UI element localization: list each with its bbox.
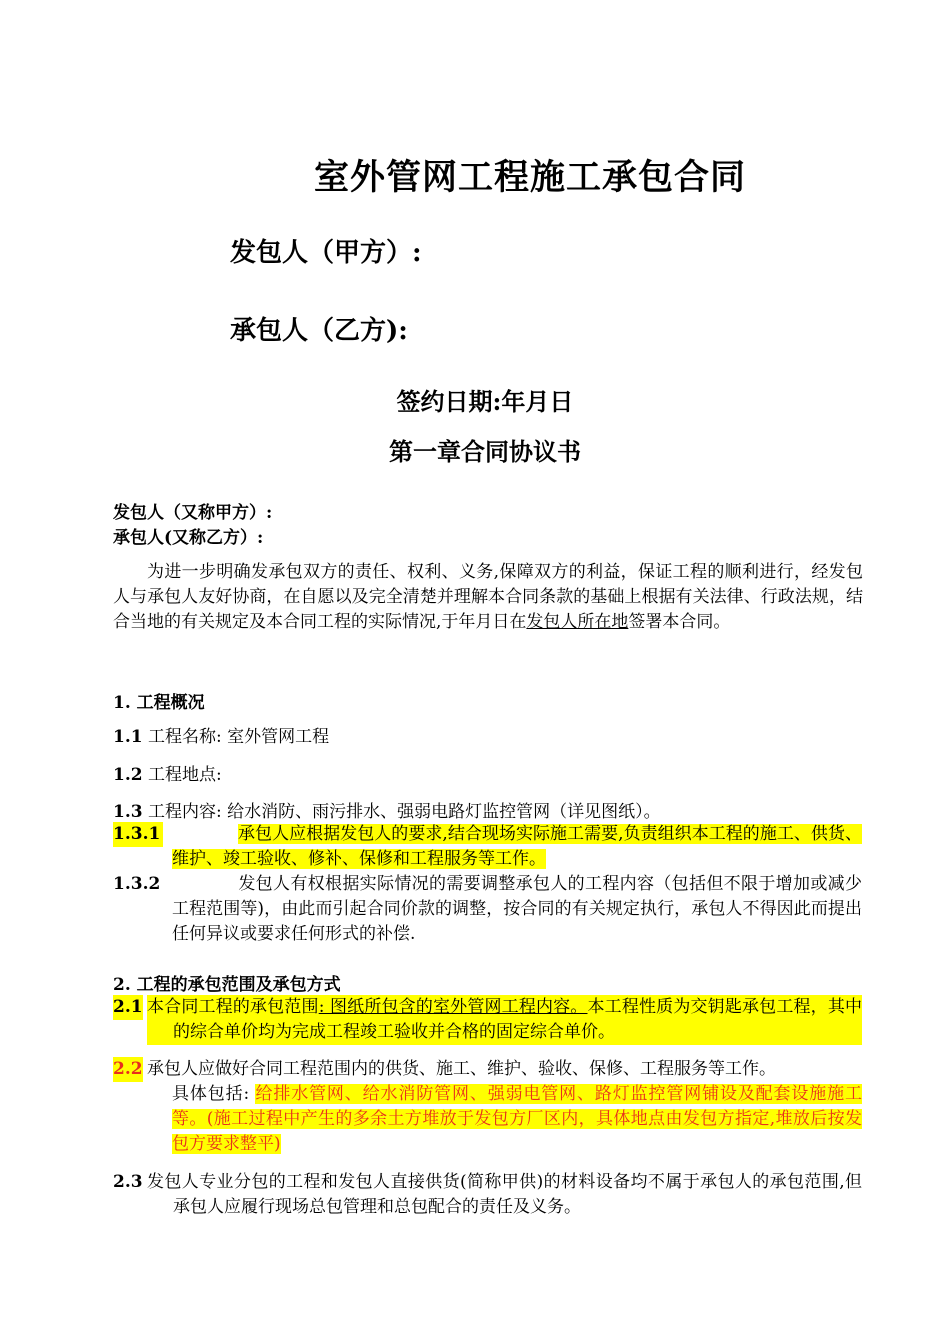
item-text-b: : 图纸所包含的室外管网工程内容。 <box>318 997 588 1017</box>
chapter-heading: 第一章合同协议书 <box>389 437 581 466</box>
item-number: 1.3 <box>113 802 143 822</box>
employer-alias: 发包人（又称甲方）: <box>113 503 273 523</box>
item-1-3-1-number: 1.3.1 <box>113 822 163 847</box>
item-2-2-number: 2.2 <box>113 1057 143 1082</box>
sign-date: 签约日期:年月日 <box>396 387 574 416</box>
item-2-2 <box>147 1057 862 1082</box>
item-2-2-detail <box>172 1082 862 1157</box>
employer-label: 发包人（甲方）: <box>230 238 422 268</box>
section-2-heading: 2. 工程的承包范围及承包方式 <box>113 975 341 995</box>
contractor-label: 承包人（乙方): <box>230 316 408 346</box>
contract-title: 室外管网工程施工承包合同 <box>313 157 746 198</box>
item-1-1 <box>113 722 329 747</box>
item-1-3-2-number: 1.3.2 <box>113 874 161 894</box>
contractor-alias: 承包人(又称乙方）: <box>113 528 264 548</box>
item-text-b: 具体包括: <box>172 1084 250 1104</box>
intro-text-b: 签署本合同。 <box>628 612 731 632</box>
item-2-3-number: 2.3 <box>113 1172 143 1192</box>
item-text: 发包人专业分包的工程和发包人直接供货(简称甲供)的材料设备均不属于承包人的承包范围,但承包人应履行现场总包管理和总包配合的责任及义务。 <box>147 1172 862 1217</box>
item-number: 1.2 <box>113 765 143 785</box>
item-text-c: 给排水管网、给水消防管网、强弱电管网、路灯监控管网铺设及配套设施施工等。(施工过程中产生的多余土方堆放于发包方厂区内，具体地点由发包方指定,堆放后按发包方要求整平) <box>172 1084 863 1154</box>
intro-place: 发包人所在地 <box>526 612 629 632</box>
item-2-1-number: 2.1 <box>113 995 143 1020</box>
item-1-2 <box>113 760 222 785</box>
item-text-a: 本合同工程的承包范围 <box>147 997 319 1017</box>
item-text-a: 承包人应做好合同工程范围内的供货、施工、维护、验收、保修、工程服务等工作。 <box>147 1059 776 1079</box>
item-text: 承包人应根据发包人的要求,结合现场实际施工需要,负责组织本工程的施工、供货、维护、竣工验收、修补、保修和工程服务等工作。 <box>172 824 862 869</box>
item-text: 工程内容: 给水消防、雨污排水、强弱电路灯监控管网（详见图纸）。 <box>147 802 661 822</box>
item-text: 发包人有权根据实际情况的需要调整承包人的工程内容（包括但不限于增加或减少工程范围等)，由此而引起合同价款的调整，按合同的有关规定执行，承包人不得因此而提出任何异议或要求任何形式的补偿. <box>172 874 862 944</box>
item-2-3 <box>147 1170 862 1220</box>
item-text-c: 本工程性质为交钥匙承包工程，其中的综合单价均为完成工程竣工验收并合格的固定综合单价。 <box>173 997 863 1042</box>
item-1-3 <box>113 797 661 822</box>
section-1-heading: 1. 工程概况 <box>113 693 205 713</box>
intro-paragraph <box>113 560 863 635</box>
item-1-3-1 <box>172 822 862 872</box>
item-number: 1.1 <box>113 727 143 747</box>
item-2-1 <box>147 995 862 1045</box>
item-text: 工程地点: <box>147 765 222 785</box>
item-1-3-2 <box>172 872 862 947</box>
intro-text-a: 为进一步明确发承包双方的责任、权利、义务,保障双方的利益，保证工程的顺利进行，经发包人与承包人友好协商，在自愿以及完全清楚并理解本合同条款的基础上根据有关法律、行政法规，结合当地的有关规定及本合同工程的实际情况,于年月日在 <box>113 562 863 632</box>
item-text: 工程名称: 室外管网工程 <box>147 727 330 747</box>
